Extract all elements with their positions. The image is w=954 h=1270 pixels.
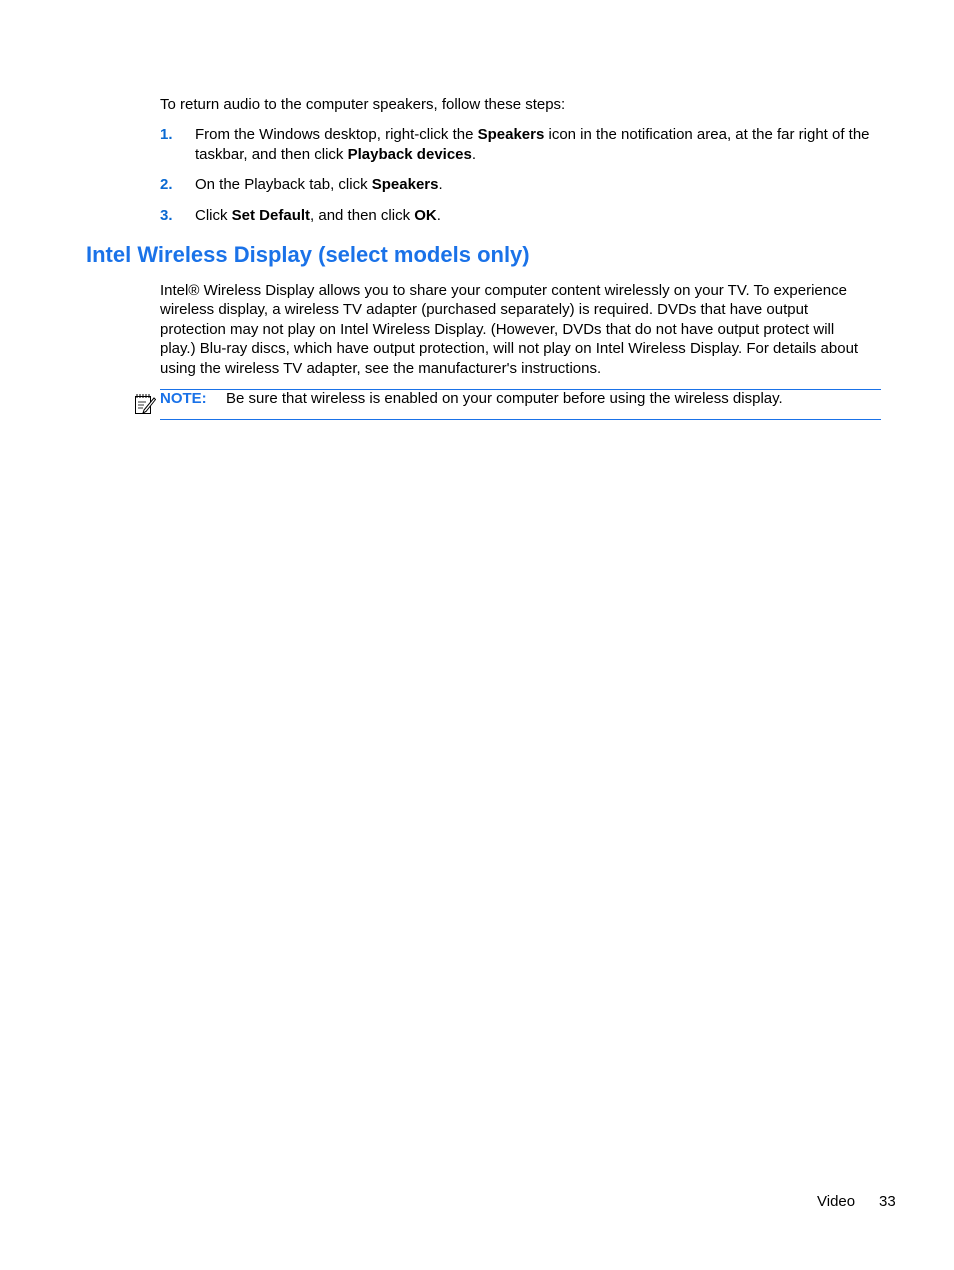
- note-text: Be sure that wireless is enabled on your computer before using the wireless display.: [226, 390, 783, 407]
- step-number: 3.: [160, 207, 173, 224]
- page-number: 33: [879, 1193, 896, 1210]
- ui-term: Set Default: [231, 207, 311, 224]
- intro-text: To return audio to the computer speakers, follow these steps:: [160, 96, 566, 113]
- ui-term: OK: [414, 207, 437, 224]
- note-pad-icon: [134, 392, 156, 416]
- step-text: On the Playback tab, click Speakers.: [195, 176, 443, 193]
- ui-term: Speakers: [477, 126, 545, 143]
- list-item: [160, 125, 880, 165]
- step-text: From the Windows desktop, right-click the Speakers icon in the notification area, at the far right of the taskbar, and then click Playback devices.: [195, 126, 870, 163]
- list-item: [160, 206, 880, 226]
- step-text: Click Set Default, and then click OK.: [195, 207, 441, 224]
- footer-section-name: Video: [817, 1193, 856, 1210]
- ui-term: Speakers: [371, 176, 439, 193]
- step-number: 2.: [160, 176, 173, 193]
- ui-term: Playback devices: [347, 146, 472, 163]
- list-item: [160, 175, 880, 195]
- note-label: NOTE:: [160, 390, 207, 407]
- note-box: [160, 389, 881, 420]
- section-paragraph: Intel® Wireless Display allows you to share your computer content wirelessly on your TV. To experience wireless display, a wireless TV adapter (purchased separately) is required. DVDs that have output protection may not play on Intel Wireless Display. (However, DVDs that do not have output protect will play.) Blu-ray discs, which have output protection, will not play on Intel Wireless Display. For details about using the wireless TV adapter, see the manufacturer's instructions.: [160, 282, 859, 377]
- step-number: 1.: [160, 126, 173, 143]
- section-heading: Intel Wireless Display (select models only): [86, 242, 530, 267]
